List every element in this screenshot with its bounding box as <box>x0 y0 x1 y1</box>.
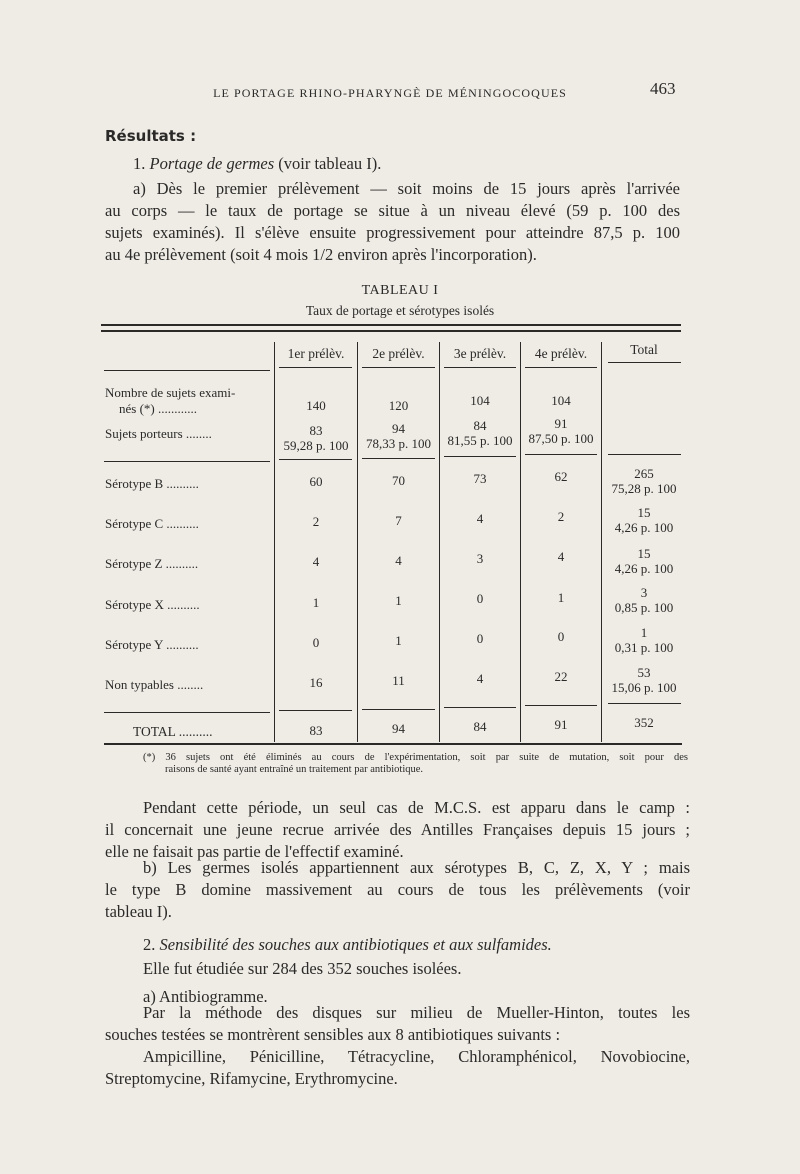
table-cell <box>358 421 439 451</box>
table-cell: 0 <box>476 631 484 646</box>
table-row-label: Nombre de sujets exami- nés (*) ............ <box>105 385 236 416</box>
table-cell: 1 <box>312 595 320 610</box>
table-cell: 73 <box>473 471 487 486</box>
paragraph-period <box>105 797 690 863</box>
page-number: 463 <box>650 79 676 98</box>
table-cell: 104 <box>551 393 571 408</box>
table-cell: 2 <box>312 514 320 529</box>
cell-percent: 4,26 p. 100 <box>614 561 674 576</box>
paragraph-line: il concernait une jeune recrue arrivée des Antilles Françaises depuis 15 jours ; <box>105 820 690 839</box>
column-header-4: 4e prélèv. <box>534 346 588 361</box>
paragraph-line: souches testées se montrèrent sensibles aux 8 antibiotiques suivants : <box>105 1025 561 1044</box>
table-cell: 1 <box>395 593 402 608</box>
table-cell: 22 <box>554 669 568 684</box>
table-cell-total <box>602 585 686 615</box>
column-header-1: 1er prélèv. <box>287 346 345 361</box>
table-cell: 1 <box>557 590 565 605</box>
table-cell: 91 <box>554 717 568 732</box>
table-cell: 0 <box>557 629 565 644</box>
table-cell <box>275 423 357 453</box>
header-rule <box>444 367 516 368</box>
cell-percent: 0,31 p. 100 <box>614 640 674 655</box>
paragraph-b <box>105 857 690 923</box>
table-cell: 16 <box>309 675 323 690</box>
table-row-label: Sujets porteurs ........ <box>105 426 212 441</box>
paragraph-line: elle ne faisait pas partie de l'effectif examiné. <box>105 842 404 861</box>
cell-percent: 0,85 p. 100 <box>614 600 674 615</box>
table-cell: 4 <box>557 549 565 564</box>
table-cell: 84 <box>473 719 487 734</box>
table-cell <box>521 416 601 446</box>
antibiotics-list <box>105 1046 690 1090</box>
subsection-a-title: a) Antibiogramme. <box>143 987 268 1006</box>
table-cell: 94 <box>392 721 405 736</box>
section-title: Résultats : <box>105 127 197 145</box>
cell-count: 3 <box>640 585 648 600</box>
paragraph-line: Par la méthode des disques sur milieu de Mueller-Hinton, toutes les <box>143 1003 690 1022</box>
table-cell: 4 <box>312 554 320 569</box>
subsection-1-title: Portage de germes <box>149 154 275 173</box>
row-rule <box>104 461 270 462</box>
table-cell: 62 <box>554 469 568 484</box>
table-cell: 4 <box>476 671 484 686</box>
table-subtitle: Taux de portage et sérotypes isolés <box>305 303 495 318</box>
row-rule <box>525 705 597 706</box>
table-row-label: Sérotype Z .......... <box>105 556 199 571</box>
column-header-total: Total <box>630 342 658 357</box>
table-cell-total <box>602 665 686 695</box>
table-row-label: Sérotype B .......... <box>105 476 199 491</box>
row-rule <box>608 454 681 455</box>
paragraph-line: tableau I). <box>105 902 172 921</box>
running-title: LE PORTAGE RHINO-PHARYNGÈ DE MÉNINGOCOQUES <box>213 86 567 100</box>
table-top-rule-2 <box>101 330 681 332</box>
table-cell: 3 <box>476 551 484 566</box>
header-rule <box>608 362 681 363</box>
cell-count: 94 <box>392 421 405 436</box>
table-cell: 60 <box>309 474 323 489</box>
row-rule <box>362 709 435 710</box>
table-cell: 1 <box>395 633 402 648</box>
row-rule <box>444 456 516 457</box>
cell-count: 84 <box>473 418 487 433</box>
row-rule <box>279 459 352 460</box>
paragraph-line: b) Les germes isolés appartiennent aux sérotypes B, C, Z, X, Y ; mais <box>143 858 690 877</box>
table-cell: 120 <box>388 398 409 413</box>
cell-percent: 75,28 p. 100 <box>611 481 677 496</box>
paragraph-line: Pendant cette période, un seul cas de M.C.S. est apparu dans le camp : <box>143 798 690 817</box>
cell-percent: 87,50 p. 100 <box>528 431 594 446</box>
table-row-label: Non typables ........ <box>105 677 204 692</box>
table-cell: 140 <box>306 398 326 413</box>
table-cell: 0 <box>476 591 484 606</box>
table-row-label: Sérotype Y .......... <box>105 637 199 652</box>
paragraph-a-line: au 4e prélèvement (soit 4 mois 1/2 environ après l'incorporation). <box>105 245 537 264</box>
table-cell: 83 <box>309 723 323 738</box>
header-rule <box>525 367 597 368</box>
footnote-line: (*) 36 sujets ont été éliminés au cours de l'expérimentation, soit par suite de mutation, soit pour des <box>143 752 688 763</box>
subsection-1-heading <box>133 153 381 175</box>
paragraph-a-line: au corps — le taux de portage se situe à un niveau élevé (59 p. 100 des <box>105 201 680 220</box>
table-cell: 2 <box>557 509 565 524</box>
cell-percent: 15,06 p. 100 <box>611 680 677 695</box>
table-cell-total <box>602 546 686 576</box>
table-cell <box>440 418 520 448</box>
table-cell: 4 <box>476 511 484 526</box>
row-rule <box>104 712 270 713</box>
paragraph-line: le type B domine massivement au cours de tous les prélèvements (voir <box>105 880 690 899</box>
header-rule <box>279 367 352 368</box>
cell-count: 1 <box>640 625 648 640</box>
row-rule <box>608 703 681 704</box>
paragraph-line: Ampicilline, Pénicilline, Tétracycline, Chloramphénicol, Novobiocine, <box>143 1047 690 1066</box>
table-cell: 0 <box>312 635 320 650</box>
header-rule <box>104 370 270 371</box>
header-rule <box>362 367 435 368</box>
cell-count: 83 <box>309 423 323 438</box>
cell-percent: 59,28 p. 100 <box>283 438 349 453</box>
table-cell: 4 <box>395 553 402 568</box>
subsection-2-number: 2. <box>143 935 156 954</box>
cell-count: 15 <box>637 505 651 520</box>
table-row-label: Sérotype X .......... <box>105 597 200 612</box>
table-cell: 11 <box>392 673 405 688</box>
cell-count: 91 <box>554 416 568 431</box>
row-rule <box>525 454 597 455</box>
column-header-2: 2e prélèv. <box>372 346 425 361</box>
paragraph-method <box>105 1002 690 1046</box>
cell-percent: 4,26 p. 100 <box>614 520 674 535</box>
footnote-line: raisons de santé ayant entraîné un traitement par antibiotique. <box>165 764 424 775</box>
paragraph-a-line: a) Dès le premier prélèvement — soit moins de 15 jours après l'arrivée <box>133 179 680 198</box>
table-cell-total: 352 <box>634 715 654 730</box>
table-cell-total <box>602 625 686 655</box>
table-cell: 104 <box>470 393 490 408</box>
row-rule <box>279 710 352 711</box>
paragraph-a <box>105 178 680 266</box>
table-bottom-rule <box>104 743 682 745</box>
table-cell: 7 <box>395 513 402 528</box>
row-rule <box>444 707 516 708</box>
column-header-3: 3e prélèv. <box>453 346 507 361</box>
paragraph-studied: Elle fut étudiée sur 284 des 352 souches isolées. <box>143 959 462 978</box>
table-cell: 70 <box>392 473 405 488</box>
table-cell-total <box>602 466 686 496</box>
subsection-2-heading <box>143 934 552 956</box>
table-row-label: TOTAL .......... <box>133 724 213 739</box>
cell-count: 53 <box>637 665 651 680</box>
cell-percent: 81,55 p. 100 <box>447 433 513 448</box>
table-row-label: Sérotype C .......... <box>105 516 199 531</box>
subsection-2-title: Sensibilité des souches aux antibiotiques et aux sulfamides. <box>159 935 552 954</box>
table-top-rule-1 <box>101 324 681 326</box>
subsection-1-ref: (voir tableau I). <box>278 154 382 173</box>
subsection-1-number: 1. <box>133 154 146 173</box>
paragraph-a-line: sujets examinés). Il s'élève ensuite progressivement pour atteindre 87,5 p. 100 <box>105 223 680 242</box>
cell-count: 15 <box>637 546 651 561</box>
cell-percent: 78,33 p. 100 <box>366 436 431 451</box>
cell-count: 265 <box>634 466 654 481</box>
table-title: TABLEAU I <box>361 283 439 298</box>
paragraph-line: Streptomycine, Rifamycine, Erythromycine. <box>105 1069 398 1088</box>
table-footnote <box>143 752 688 776</box>
table-cell-total <box>602 505 686 535</box>
row-rule <box>362 458 435 459</box>
